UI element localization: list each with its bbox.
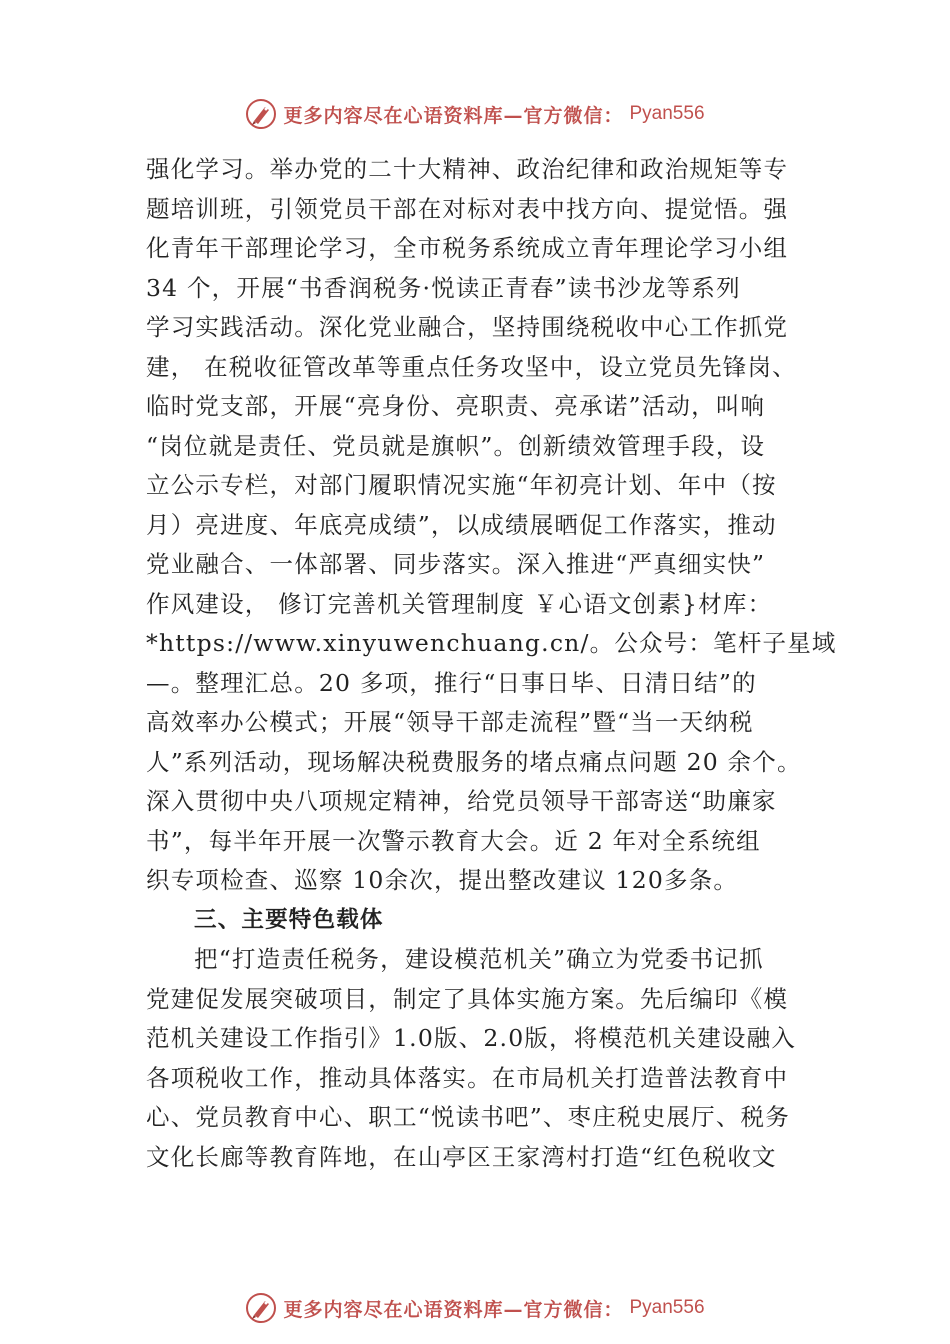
section-line: 党建促发展突破项目，制定了具体实施方案。先后编印《模: [146, 984, 789, 1013]
body-line: *https://www.xinyuwenchuang.cn/。公众号：笔杆子星域: [146, 629, 837, 657]
watermark-contact: Pyan556: [629, 1297, 705, 1318]
body-line: 建， 在税收征管改革等重点任务攻坚中，设立党员先锋岗、: [146, 352, 797, 381]
body-line: 题培训班，引领党员干部在对标对表中找方向、提觉悟。强: [146, 194, 789, 223]
header-watermark: [0, 94, 950, 134]
body-line: 34 个，开展“书香润税务·悦读正青春”读书沙龙等系列: [146, 273, 741, 302]
body-line: 作风建设， 修订完善机关管理制度 ￥心语文创素}材库：: [146, 589, 773, 618]
pen-nib-logo-icon: [245, 98, 277, 130]
section-heading: 三、主要特色载体: [194, 906, 384, 933]
body-line: 深入贯彻中央八项规定精神，给党员领导干部寄送“助廉家: [146, 787, 777, 815]
section-line: 心、党员教育中心、职工“悦读书吧”、枣庄税史展厅、税务: [146, 1103, 790, 1131]
body-line: 人”系列活动，现场解决税费服务的堵点痛点问题 20 余个。: [146, 747, 802, 776]
body-line: 书”，每半年开展一次警示教育大会。近 2 年对全系统组: [146, 826, 761, 855]
watermark-text: 更多内容尽在心语资料库—官方微信：: [283, 104, 624, 127]
pen-nib-logo-icon: [245, 1292, 277, 1324]
document-body: [146, 150, 837, 1177]
body-line: 化青年干部理论学习，全市税务系统成立青年理论学习小组: [146, 234, 789, 262]
footer-watermark: [0, 1288, 950, 1328]
body-line: 立公示专栏，对部门履职情况实施“年初亮计划、年中（按: [146, 471, 777, 499]
body-line: 高效率办公模式；开展“领导干部走流程”暨“当一天纳税: [146, 708, 754, 736]
body-line: 强化学习。举办党的二十大精神、政治纪律和政治规矩等专: [146, 155, 789, 183]
body-line: 织专项检查、巡察 10余次，提出整改建议 120多条。: [146, 866, 739, 894]
body-line: 学习实践活动。深化党业融合，坚持围绕税收中心工作抓党: [146, 313, 789, 341]
watermark-text: 更多内容尽在心语资料库—官方微信：: [283, 1298, 624, 1321]
section-line: 把“打造责任税务，建设模范机关”确立为党委书记抓: [194, 945, 764, 973]
section-line: 各项税收工作，推动具体落实。在市局机关打造普法教育中: [146, 1063, 789, 1092]
section-line: 文化长廊等教育阵地，在山亭区王家湾村打造“红色税收文: [146, 1142, 777, 1171]
body-line: 临时党支部，开展“亮身份、亮职责、亮承诺”活动，叫响: [146, 392, 766, 420]
section-line: 范机关建设工作指引》1.0版、2.0版，将模范机关建设融入: [146, 1024, 797, 1052]
body-line: “岗位就是责任、党员就是旗帜”。创新绩效管理手段，设: [146, 431, 766, 460]
watermark-contact: Pyan556: [629, 103, 705, 124]
body-line: 月）亮进度、年底亮成绩”，以成绩展晒促工作落实，推动: [146, 510, 777, 539]
body-line: 党业融合、一体部署、同步落实。深入推进“严真细实快”: [146, 550, 766, 578]
body-line: —。整理汇总。20 多项，推行“日事日毕、日清日结”的: [146, 668, 757, 697]
